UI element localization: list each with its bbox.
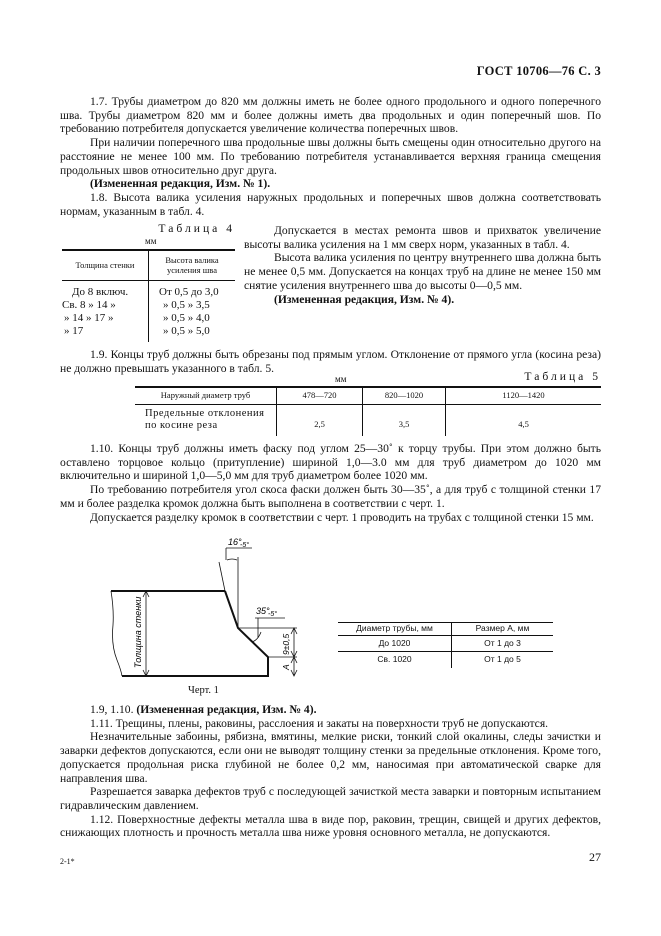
paragraph-1-10-c: Допускается разделку кромок в соответствии с черт. 1 проводить на трубах с толщиной стенки 15 мм. xyxy=(90,510,594,524)
table-cell: 2,5 xyxy=(277,404,363,436)
paragraph-1-12: 1.12. Поверхностные дефекты металла шва в виде пор, раковин, трещин, свищей и других дефектов, снижающих плотность и прочность металла шва ниже уровня основного металла, не допускаются. xyxy=(60,812,601,840)
table-header: Размер А, мм xyxy=(475,623,530,633)
table-cell: Предельные отклонения по косине реза xyxy=(135,404,277,436)
paragraph-1-10-b: По требованию потребителя угол скоса фаски должен быть 30—35˚, а для труб с толщиной стенки 17 мм и более разделка кромок должна быть выполнена в соответствии с черт. 1. xyxy=(60,483,601,510)
revision-note: (Измененная редакция, Изм. № 4). xyxy=(274,292,455,306)
table-cell: До 1020 xyxy=(338,635,452,652)
table-cell: » 17 xyxy=(62,325,149,342)
paragraph-1-9: 1.9. Концы труб должны быть обрезаны под прямым углом. Отклонение от прямого угла (косина реза) не должно превышать указанного в табл. 5. xyxy=(60,348,601,375)
table-header: Наружный диаметр труб xyxy=(135,387,277,404)
angle-35-tolerance: -5° xyxy=(268,611,278,618)
table-cell: От 1 до 5 xyxy=(484,654,521,664)
table-cell: До 8 включ. xyxy=(62,280,149,299)
table-cell: » 0,5 » 4,0 xyxy=(163,311,210,324)
paragraph-1-8: 1.8. Высота валика усиления наружных продольных и поперечных швов должна соответствовать нормам, указанным в табл. 4. xyxy=(60,190,601,218)
table-header: 820—1020 xyxy=(363,387,446,404)
paragraph-1-10: 1.10. Концы труб должны иметь фаску под углом 25—30˚ к торцу трубы. При этом должно быть оставлено торцовое кольцо (притупление) шириной 1,0—3.0 мм для труб диаметром до 1020 мм включительно и шириной 1,0—5,0 мм для труб диаметром более 1020 мм. xyxy=(60,442,601,483)
paragraph-1-7-b: При наличии поперечного шва продольные швы должны быть смещены один относительно другого на расстояние не менее 100 мм. По требованию потребителя устанавливается верхняя граница смещения продольных швов относительно друг друга. xyxy=(60,136,601,177)
revision-note: 1.9, 1.10. (Измененная редакция, Изм. № 4). xyxy=(90,703,317,716)
table-5-caption: Таблица 5 xyxy=(524,370,601,383)
table-header: Толщина стенки xyxy=(62,250,149,280)
table-cell: » 0,5 » 5,0 xyxy=(163,324,210,337)
table-header: Диаметр трубы, мм xyxy=(338,623,452,636)
land-dimension-label: 9±0,5 xyxy=(281,633,291,655)
paragraph-1-11: 1.11. Трещины, плены, раковины, расслоения и закаты на поверхности труб не допускаются. xyxy=(90,716,549,730)
angle-16-label: 16° xyxy=(228,537,242,547)
page-number: 27 xyxy=(589,850,601,864)
footer-code: 2-1* xyxy=(60,857,75,866)
table-cell: » 0,5 » 3,5 xyxy=(163,298,210,311)
dimension-a-label: A xyxy=(281,664,291,670)
angle-35-label: 35° xyxy=(256,606,270,616)
table-4-caption: Таблица 4 xyxy=(158,222,235,235)
paragraph-1-11-b: Незначительные забоины, рябизна, вмятины, мелкие риски, тонкий слой окалины, следы зачистки и заварки дефектов допускаются, если они не выводят толщину стенки за предельные отклонения. Кроме того, допускается продольная риска глубиной не более 0,2 мм, наносимая при автоматической сварке для направления шва. xyxy=(60,730,601,785)
paragraph-1-11-c: Разрешается заварка дефектов труб с последующей зачисткой места заварки и повторным испытанием гидравлическим давлением. xyxy=(60,785,601,812)
paragraph-1-7: 1.7. Трубы диаметром до 820 мм должны иметь не более одного продольного и одного поперечного шва. Трубы диаметром 820 мм и более должны иметь два продольных и один поперечный шов. По требованию потребителя допускается увеличение количества поперечных швов. xyxy=(60,95,601,136)
figure-caption: Черт. 1 xyxy=(188,685,219,696)
wall-thickness-label: Толщина стенки xyxy=(133,596,143,668)
angle-16-tolerance: -5° xyxy=(240,542,250,549)
size-table xyxy=(338,622,553,668)
table-4-unit: мм xyxy=(145,236,157,246)
table-row xyxy=(338,623,553,636)
table-cell: От 1 до 3 xyxy=(484,637,521,648)
table-cell: Св. 8 » 14 » xyxy=(62,299,149,312)
table-row xyxy=(338,652,553,668)
table-cell: 4,5 xyxy=(518,419,529,430)
table-cell: От 0,5 до 3,0 xyxy=(159,285,219,298)
paragraph-inner-weld: Высота валика усиления по центру внутреннего шва должна быть не менее 0,5 мм. Допускается на концах труб на длине не менее 150 мм снятие усиления внутреннего шва до высоты 0—0,5 мм. xyxy=(244,251,601,292)
table-cell: » 14 » 17 » xyxy=(62,312,149,325)
table-header: Высота валика усиления шва xyxy=(165,255,219,276)
table-cell: 3,5 xyxy=(363,404,446,436)
section-1-11-1-12 xyxy=(60,703,601,840)
paragraph-repair: Допускается в местах ремонта швов и прихваток увеличение высоты валика усиления на 1 мм сверх норм, указанных в табл. 4. xyxy=(244,224,601,251)
table-5-unit: мм xyxy=(335,374,347,384)
page-header: ГОСТ 10706—76 С. 3 xyxy=(476,64,601,78)
table-header: 1120—1420 xyxy=(502,389,545,400)
revision-note: (Измененная редакция, Изм. № 1). xyxy=(90,177,271,191)
table-row xyxy=(338,635,553,652)
table-header: 478—720 xyxy=(277,387,363,404)
table-cell: Св. 1020 xyxy=(338,652,452,668)
